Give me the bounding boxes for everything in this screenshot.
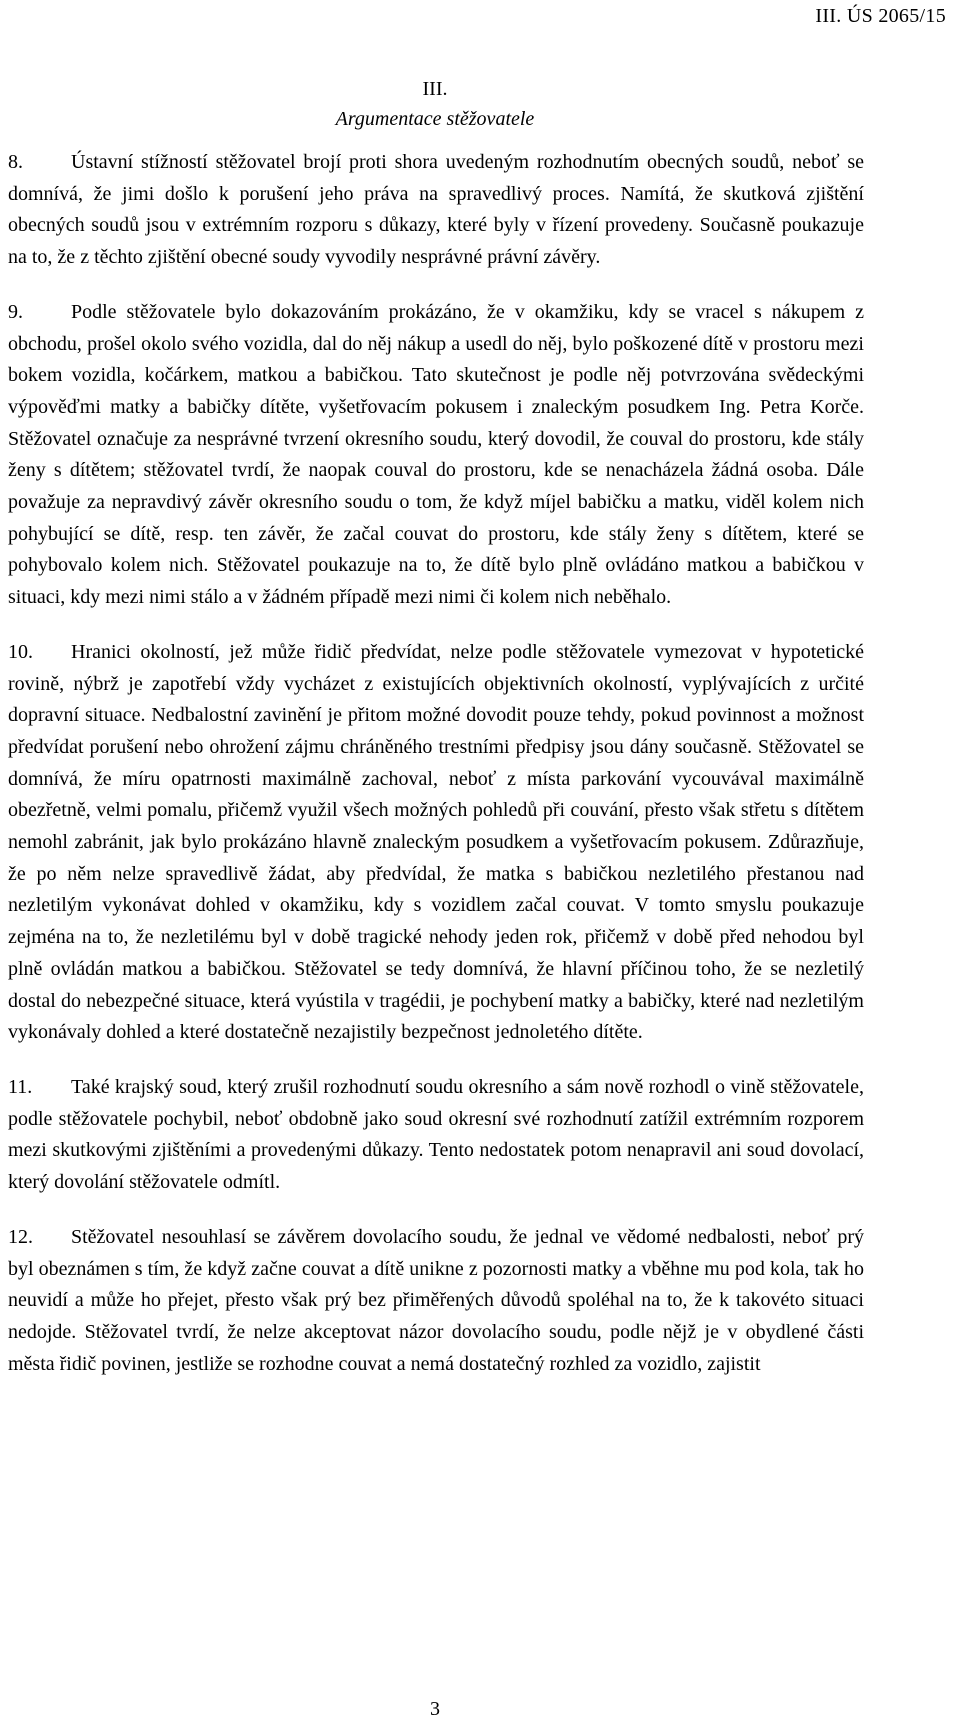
paragraph-9 [8, 297, 864, 614]
paragraph-number: 12. [8, 1225, 33, 1248]
paragraph-10 [8, 637, 864, 1049]
paragraph-text: Podle stěžovatele bylo dokazováním prokázáno, že v okamžiku, kdy se vracel s nákupem z obchodu, prošel okolo svého vozidla, dal do něj nákup a usedl do něj, bylo poškozené dítě v prostoru mezi bokem vozidla, kočárkem, matkou a babičkou. Tato skutečnost je podle něj potvrzována svědeckými výpověďmi matky a babičky dítěte, vyšetřovacím pokusem i znaleckým posudkem Ing. Petra Korče. Stěžovatel označuje za nesprávné tvrzení okresního soudu, který dovodil, že couval do prostoru, kde stály ženy s dítětem; stěžovatel tvrdí, že naopak couval do prostoru, kde se nenacházela žádná osoba. Dále považuje za nepravdivý závěr okresního soudu o tom, že když míjel babičku a matku, viděl kolem nich pohybující se dítě, resp. ten závěr, že začal couvat do prostoru, kde stály ženy s dítětem, které se pohybovalo kolem nich. Stěžovatel poukazuje na to, že dítě bylo plně ovládáno matkou a babičkou v situaci, kdy mezi nimi stálo a v žádném případě mezi nimi či kolem nich neběhalo. [8, 300, 864, 609]
paragraph-number: 8. [8, 151, 23, 173]
paragraph-12 [8, 1222, 864, 1381]
paragraph-text: Také krajský soud, který zrušil rozhodnutí soudu okresního a sám nově rozhodl o vině stěžovatele, podle stěžovatele pochybil, neboť obdobně jako soud okresní své rozhodnutí zatížil extrémním rozporem mezi skutkovými zjištěními a provedenými důkazy. Tento nedostatek potom nenapravil ani soud dovolací, který dovolání stěžovatele odmítl. [8, 1075, 864, 1194]
paragraph-11 [8, 1072, 864, 1199]
paragraph-text: Hranici okolností, jež může řidič předvídat, nelze podle stěžovatele vymezovat v hypotetické rovině, nýbrž je zapotřebí vždy vycházet z existujících objektivních okolností, vyplývajících z určité dopravní situace. Nedbalostní zavinění je přitom možné dovodit pouze tehdy, pokud povinnost a možnost předvídat porušení nebo ohrožení zájmu chráněného trestními předpisy jsou dány současně. Stěžovatel se domnívá, že míru opatrnosti maximálně zachoval, neboť z místa parkování vycouvával maximálně obezřetně, velmi pomalu, přičemž využil všech možných pohledů při couvání, přesto však střetu s dítětem nemohl zabránit, jak bylo prokázáno hlavně znaleckým posudkem a vyšetřovacím pokusem. Zdůrazňuje, že po něm nelze spravedlivě žádat, aby předvídal, že matka s babičkou nezletilého přestanou nad nezletilým vykonávat dohled v okamžiku, kdy s vozidlem začal couvat. V tomto smyslu poukazuje zejména na to, že nezletilému byl v době tragické nehody jeden rok, přičemž v době před nehodou byl plně ovládán matkou a babičkou. Stěžovatel se tedy domnívá, že hlavní příčinou toho, že se nezletilý dostal do nebezpečné situace, která vyústila v tragédii, je pochybení matky a babičky, které nad nezletilým vykonávaly dohled a které dostatečně nezajistily bezpečnost jednoletého dítěte. [8, 640, 864, 1044]
document-body [8, 147, 864, 1403]
case-reference: III. ÚS 2065/15 [815, 5, 946, 27]
paragraph-number: 9. [8, 300, 23, 323]
section-heading [0, 74, 870, 134]
paragraph-number: 11. [8, 1075, 33, 1098]
paragraph-8 [8, 147, 864, 274]
paragraph-text: Stěžovatel nesouhlasí se závěrem dovolacího soudu, že jednal ve vědomé nedbalosti, neboť prý byl obeznámen s tím, že když začne couvat a dítě unikne z pozornosti matky a vběhne mu pod kola, tak ho neuvidí a může ho přejet, přesto však prý bez přiměřených důvodů spoléhal na to, že k takovéto situaci nedojde. Stěžovatel tvrdí, že nelze akceptovat názor dovolacího soudu, podle nějž je v obydlené části města řidič povinen, jestliže se rozhodne couvat a nemá dostatečný rozhled za vozidlo, zajistit [8, 1225, 864, 1375]
page-number: 3 [430, 1698, 440, 1720]
section-title: Argumentace stěžovatele [335, 108, 535, 130]
paragraph-number: 10. [8, 640, 33, 663]
paragraph-text: Ústavní stížností stěžovatel brojí proti shora uvedeným rozhodnutím obecných soudů, neboť se domnívá, že jimi došlo k porušení jeho práva na spravedlivý proces. Namítá, že skutková zjištění obecných soudů jsou v extrémním rozporu s důkazy, které byly v řízení provedeny. Současně poukazuje na to, že z těchto zjištění obecné soudy vyvodily nesprávné právní závěry. [8, 151, 864, 269]
section-number: III. [422, 78, 448, 100]
